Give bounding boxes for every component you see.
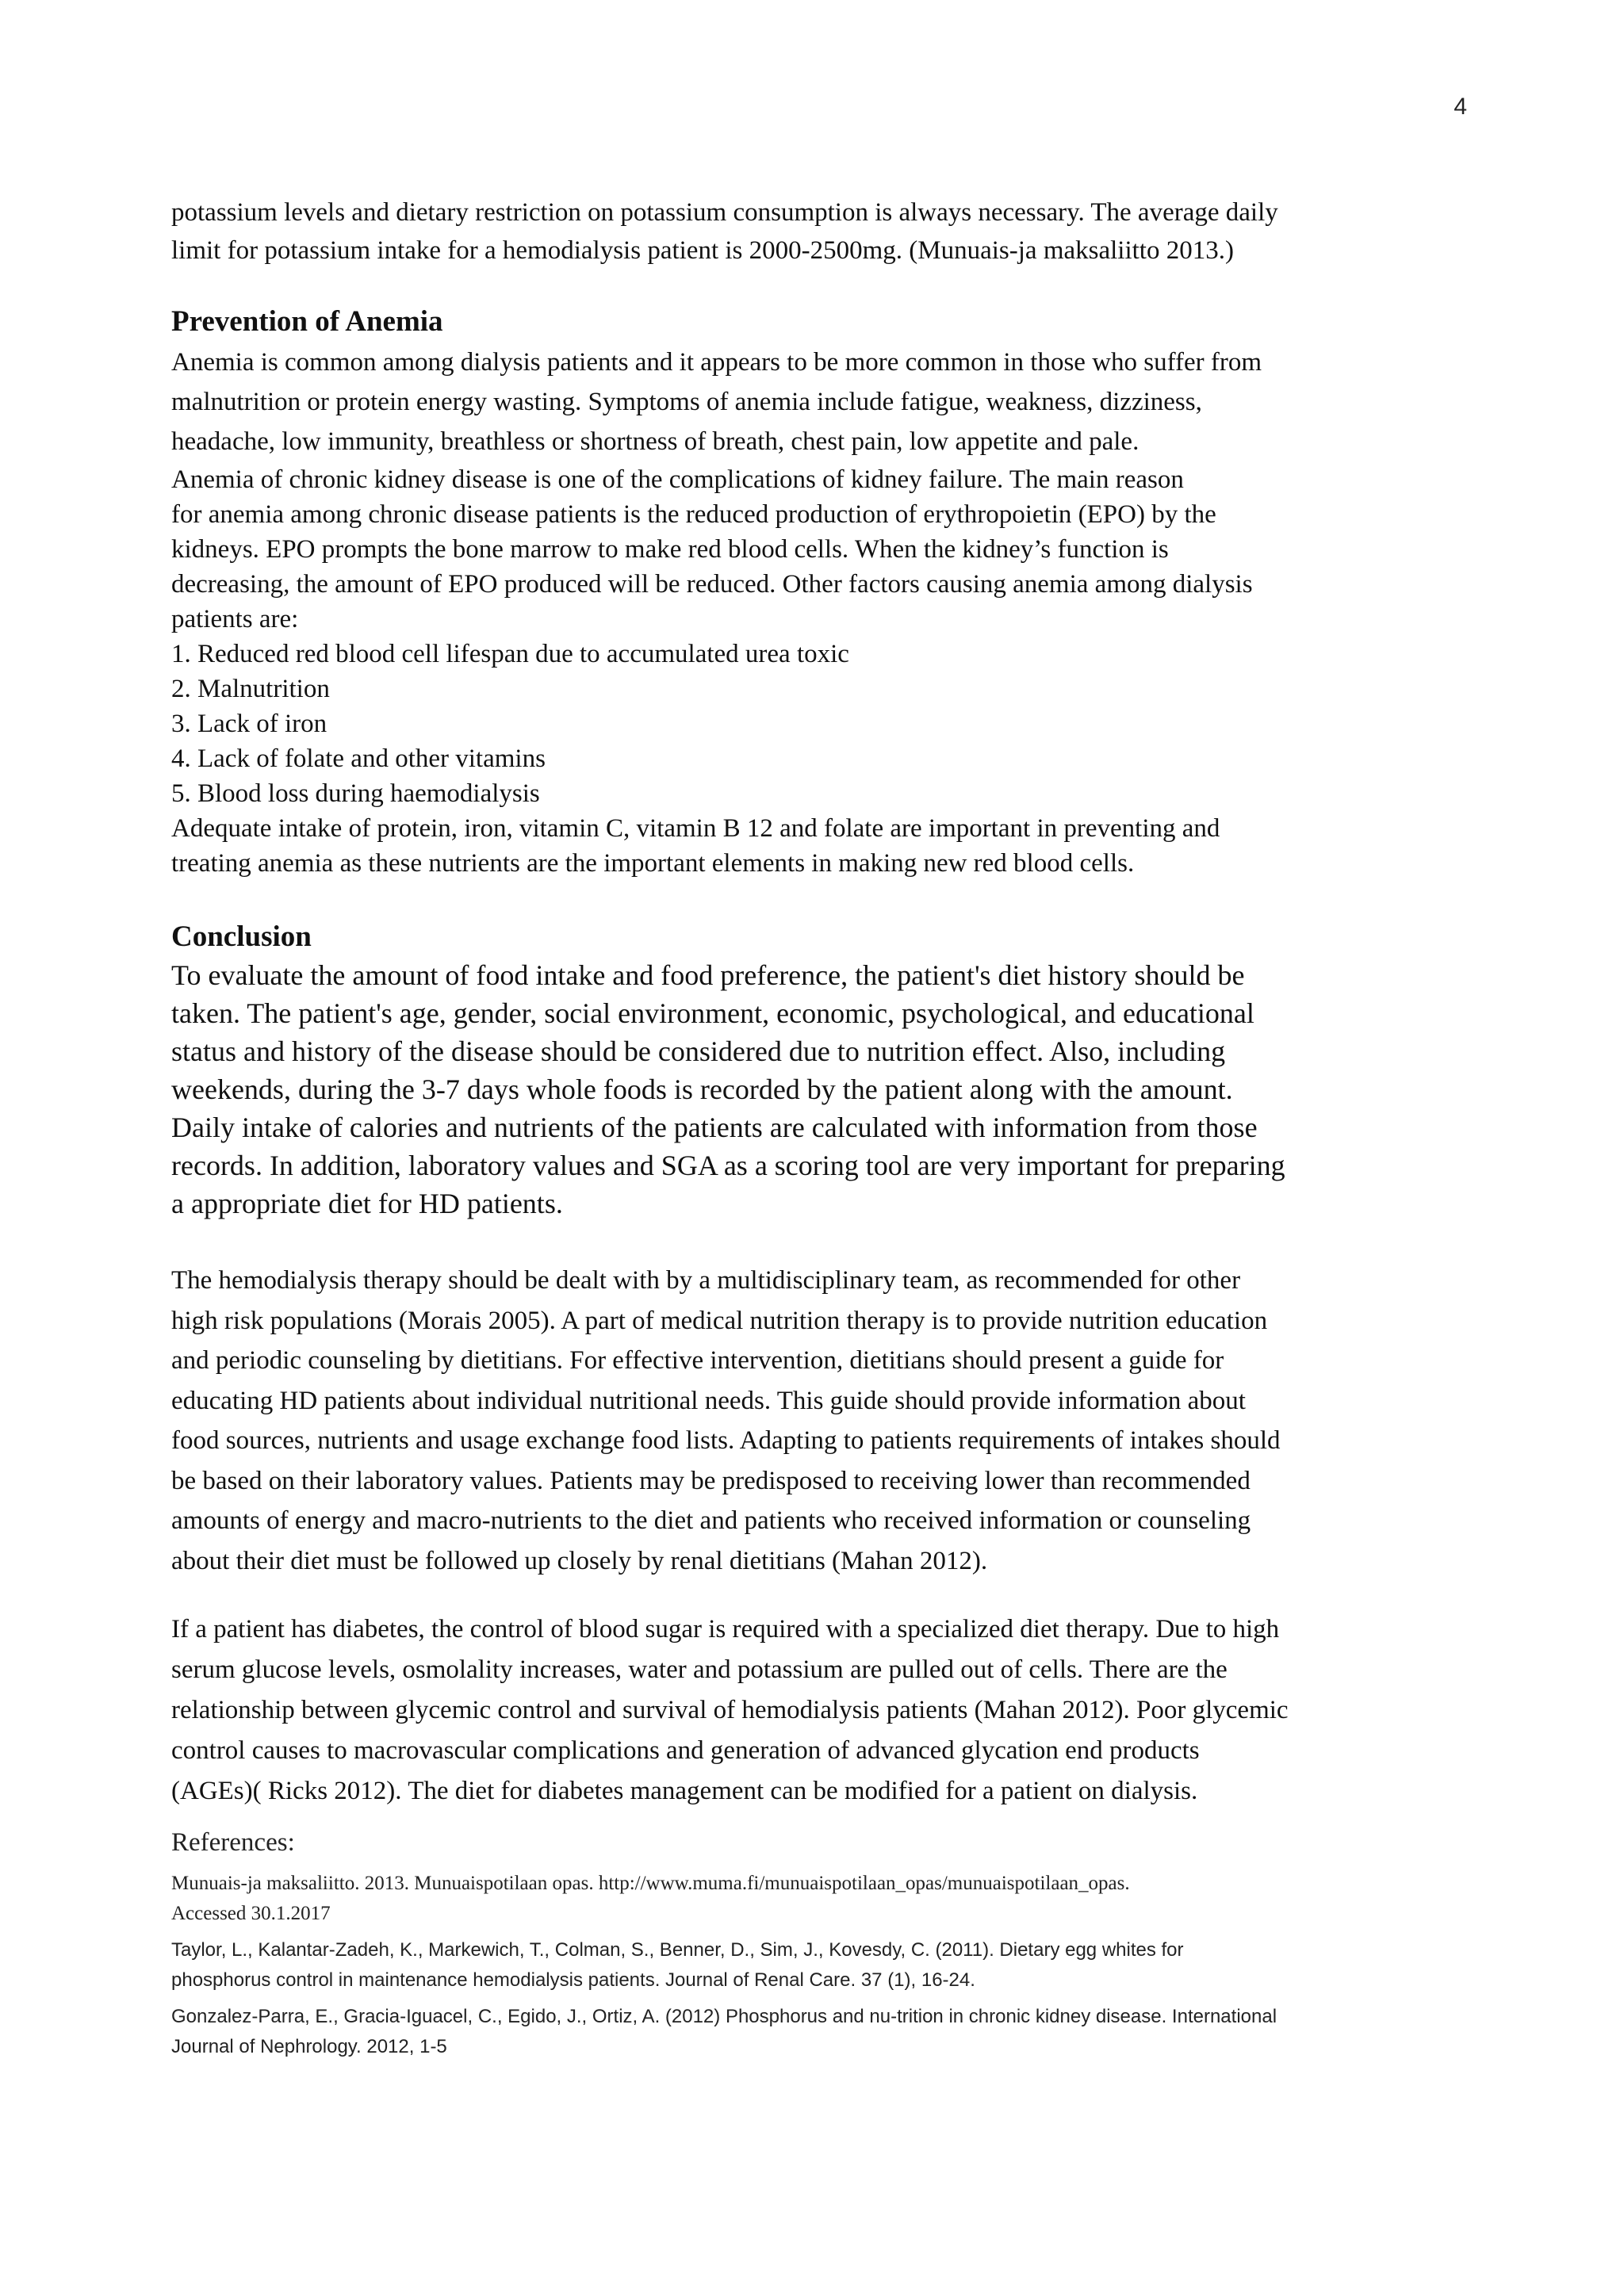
text-line: a appropriate diet for HD patients. bbox=[171, 1188, 563, 1219]
text-line: phosphorus control in maintenance hemodialysis patients. Journal of Renal Care. 37 (1), 16-24. bbox=[171, 1969, 975, 1991]
text-line: To evaluate the amount of food intake and food preference, the patient's diet history should be bbox=[171, 959, 1245, 991]
list-item: 1. Reduced red blood cell lifespan due to accumulated urea toxic bbox=[171, 640, 849, 668]
text-line: treating anemia as these nutrients are the important elements in making new red blood cells. bbox=[171, 849, 1135, 878]
hemodialysis-paragraph bbox=[171, 1261, 1456, 1581]
text-line: about their diet must be followed up closely by renal dietitians (Mahan 2012). bbox=[171, 1546, 988, 1575]
text-line: control causes to macrovascular complications and generation of advanced glycation end products bbox=[171, 1736, 1200, 1765]
text-line: status and history of the disease should be considered due to nutrition effect. Also, including bbox=[171, 1035, 1226, 1067]
text-line: taken. The patient's age, gender, social environment, economic, psychological, and educational bbox=[171, 997, 1254, 1029]
list-item: 2. Malnutrition bbox=[171, 675, 330, 703]
text-line: Anemia of chronic kidney disease is one of the complications of kidney failure. The main reason bbox=[171, 465, 1184, 494]
text-line: patients are: bbox=[171, 605, 299, 633]
list-item: 3. Lack of iron bbox=[171, 710, 327, 738]
text-line: amounts of energy and macro-nutrients to the diet and patients who received information or counseling bbox=[171, 1506, 1251, 1535]
text-line: Adequate intake of protein, iron, vitamin C, vitamin B 12 and folate are important in preventing and bbox=[171, 814, 1220, 843]
text-line: weekends, during the 3-7 days whole foods is recorded by the patient along with the amount. bbox=[171, 1073, 1233, 1105]
anemia-paragraph-causes bbox=[171, 462, 1456, 881]
diabetes-paragraph bbox=[171, 1609, 1456, 1812]
text-line: kidneys. EPO prompts the bone marrow to make red blood cells. When the kidney’s function is bbox=[171, 535, 1169, 564]
conclusion-paragraph bbox=[171, 956, 1456, 1223]
reference-item bbox=[171, 2002, 1456, 2062]
text-line: for anemia among chronic disease patients is the reduced production of erythropoietin (EPO) by the bbox=[171, 500, 1216, 529]
references-title: References: bbox=[171, 1828, 295, 1857]
text-line: food sources, nutrients and usage exchange food lists. Adapting to patients requirements of intakes should bbox=[171, 1426, 1281, 1455]
text-line: Anemia is common among dialysis patients and it appears to be more common in those who suffer from bbox=[171, 348, 1262, 377]
text-line: serum glucose levels, osmolality increases, water and potassium are pulled out of cells. There are the bbox=[171, 1655, 1228, 1684]
intro-paragraph bbox=[171, 193, 1456, 270]
text-line: records. In addition, laboratory values and SGA as a scoring tool are very important for preparing bbox=[171, 1150, 1285, 1181]
text-line: malnutrition or protein energy wasting. Symptoms of anemia include fatigue, weakness, dizziness, bbox=[171, 388, 1202, 416]
text-line: relationship between glycemic control and survival of hemodialysis patients (Mahan 2012). Poor glycemic bbox=[171, 1696, 1289, 1724]
text-line: be based on their laboratory values. Patients may be predisposed to receiving lower than recommended bbox=[171, 1466, 1251, 1495]
text-line: and periodic counseling by dietitians. For effective intervention, dietitians should present a guide for bbox=[171, 1346, 1224, 1375]
text-line: headache, low immunity, breathless or shortness of breath, chest pain, low appetite and pale. bbox=[171, 427, 1139, 456]
text-line: Munuais-ja maksaliitto. 2013. Munuaispotilaan opas. http://www.muma.fi/munuaispotilaan_opas/munuaispotilaan_opas. bbox=[171, 1873, 1130, 1894]
list-item: 4. Lack of folate and other vitamins bbox=[171, 744, 546, 773]
text-line: The hemodialysis therapy should be dealt with by a multidisciplinary team, as recommended for other bbox=[171, 1266, 1241, 1295]
text-line: If a patient has diabetes, the control of blood sugar is required with a specialized diet therapy. Due to high bbox=[171, 1615, 1280, 1644]
text-line: limit for potassium intake for a hemodialysis patient is 2000-2500mg. (Munuais-ja maksaliitto 2013.) bbox=[171, 236, 1234, 266]
text-line: educating HD patients about individual nutritional needs. This guide should provide information about bbox=[171, 1386, 1246, 1415]
text-line: Daily intake of calories and nutrients of the patients are calculated with information from those bbox=[171, 1112, 1258, 1143]
text-line: Taylor, L., Kalantar-Zadeh, K., Markewich, T., Colman, S., Benner, D., Sim, J., Kovesdy, C. (2011). Dietary egg whites for bbox=[171, 1939, 1184, 1961]
text-line: (AGEs)( Ricks 2012). The diet for diabetes management can be modified for a patient on dialysis. bbox=[171, 1777, 1198, 1805]
text-line: Accessed 30.1.2017 bbox=[171, 1903, 331, 1924]
text-line: potassium levels and dietary restriction on potassium consumption is always necessary. The average daily bbox=[171, 198, 1278, 227]
reference-item bbox=[171, 1869, 1456, 1929]
section-heading-anemia: Prevention of Anemia bbox=[171, 305, 443, 338]
reference-item bbox=[171, 1935, 1456, 1996]
list-item: 5. Blood loss during haemodialysis bbox=[171, 779, 540, 808]
anemia-paragraph-symptoms bbox=[171, 342, 1456, 461]
text-line: decreasing, the amount of EPO produced will be reduced. Other factors causing anemia among dialysis bbox=[171, 570, 1253, 599]
references-section bbox=[171, 1828, 1456, 2068]
text-line: Gonzalez-Parra, E., Gracia-Iguacel, C., Egido, J., Ortiz, A. (2012) Phosphorus and nu-trition in chronic kidney disease. International bbox=[171, 2006, 1277, 2027]
page-number: 4 bbox=[1454, 94, 1467, 120]
text-line: high risk populations (Morais 2005). A part of medical nutrition therapy is to provide nutrition education bbox=[171, 1306, 1268, 1335]
text-line: Journal of Nephrology. 2012, 1-5 bbox=[171, 2036, 447, 2057]
section-heading-conclusion: Conclusion bbox=[171, 920, 312, 953]
